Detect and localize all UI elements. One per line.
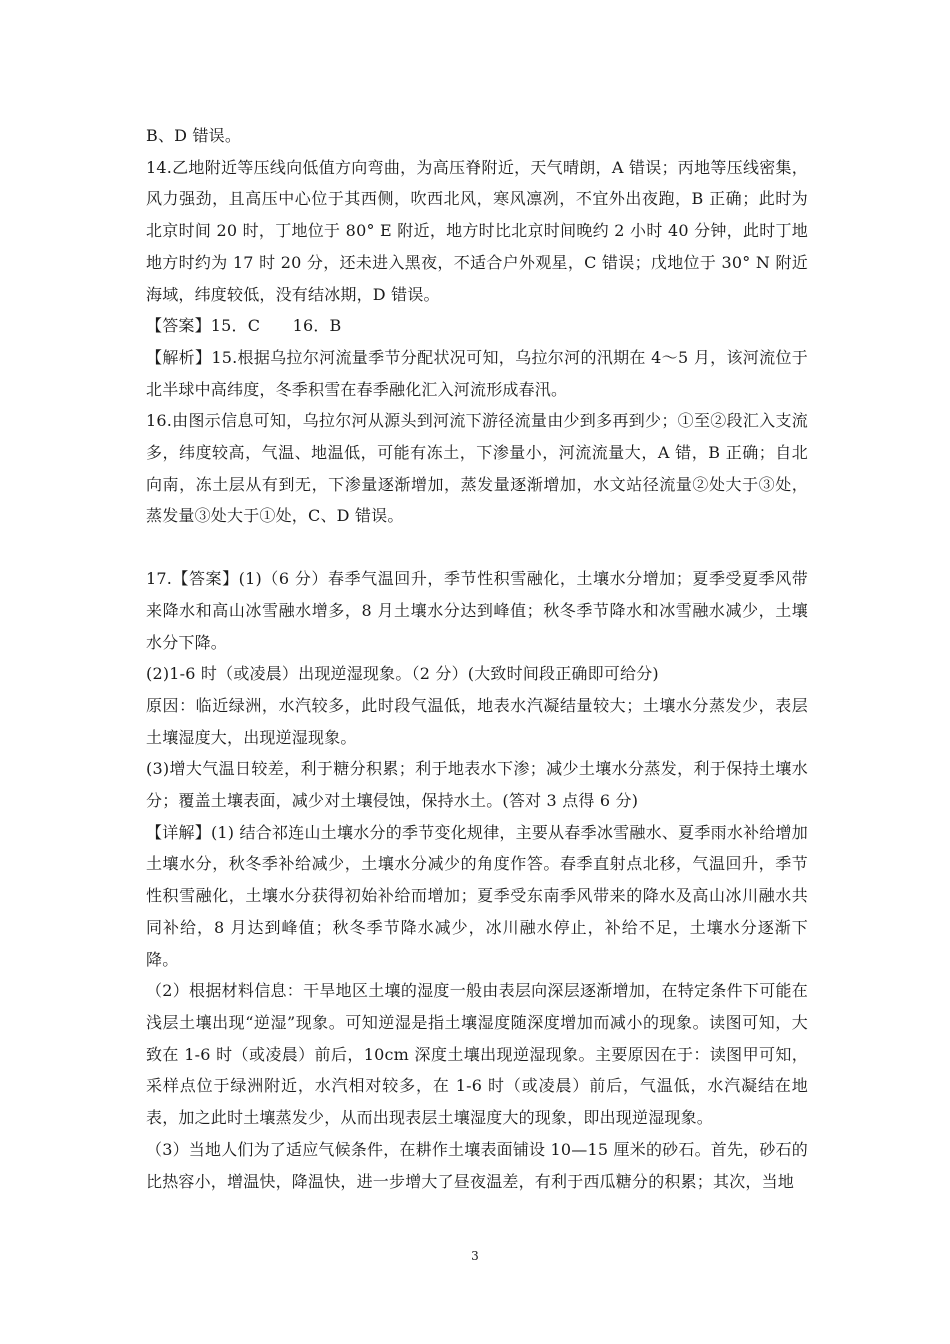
paragraph-gap <box>146 532 808 563</box>
paragraph-q15-16-answer: 【答案】15．C 16．B <box>146 316 342 336</box>
paragraph-q15-analysis: 【解析】15.根据乌拉尔河流量季节分配状况可知，乌拉尔河的汛期在 4～5 月，该河流位于北半球中高纬度，冬季积雪在春季融化汇入河流形成春汛。 <box>146 347 808 399</box>
paragraph-q17-answer-2: (2)1-6 时（或凌晨）出现逆湿现象。（2 分）(大致时间段正确即可给分) <box>146 664 659 684</box>
paragraph-q14-analysis: 14.乙地附近等压线向低值方向弯曲，为高压脊附近，天气晴朗，A 错误；丙地等压线密集，风力强劲，且高压中心位于其西侧，吹西北风，寒风凛冽，不宜外出夜跑，B 正确；此时为北京时间 20 时，丁地位于 80° E 附近，地方时比北京时间晚约 2 小时 40 分钟，此时丁地地方时约为 17 时 20 分，还未进入黑夜，不适合户外观星，C 错误；戊地位于 30° N 附近海域，纬度较低，没有结冰期，D 错误。 <box>146 157 808 304</box>
paragraph-bd-wrong: B、D 错误。 <box>146 126 242 145</box>
paragraph-q17-answer-2-reason: 原因：临近绿洲，水汽较多，此时段气温低，地表水汽凝结量较大；土壤水分蒸发少，表层土壤湿度大，出现逆湿现象。 <box>146 695 808 747</box>
paragraph-q17-answer-1: 17.【答案】(1)（6 分）春季气温回升，季节性积雪融化，土壤水分增加；夏季受夏季风带来降水和高山冰雪融水增多，8 月土壤水分达到峰值；秋冬季节降水和冰雪融水减少，土壤水分下降。 <box>146 569 808 652</box>
paragraph-q17-detail-1: 【详解】(1) 结合祁连山土壤水分的季节变化规律，主要从春季冰雪融水、夏季雨水补给增加土壤水分，秋冬季补给减少，土壤水分减少的角度作答。春季直射点北移，气温回升，季节性积雪融化，土壤水分获得初始补给而增加；夏季受东南季风带来的降水及高山冰川融水共同补给，8 月达到峰值；秋冬季节降水减少，冰川融水停止，补给不足，土壤水分逐渐下降。 <box>146 822 808 969</box>
paragraph-q16-analysis: 16.由图示信息可知，乌拉尔河从源头到河流下游径流量由少到多再到少；①至②段汇入支流多，纬度较高，气温、地温低，可能有冻土，下渗量小，河流流量大，A 错，B 正确；自北向南，冻土层从有到无，下渗量逐渐增加，蒸发量逐渐增加，水文站径流量②处大于③处，蒸发量③处大于①处，C、D 错误。 <box>146 411 808 526</box>
answer-content <box>146 120 808 1197</box>
paragraph-q17-detail-2: （2）根据材料信息：干旱地区土壤的湿度一般由表层向深层逐渐增加，在特定条件下可能在浅层土壤出现“逆湿”现象。可知逆湿是指土壤湿度随深度增加而减小的现象。读图可知，大致在 1-6 时（或凌晨）前后，10cm 深度土壤出现逆湿现象。主要原因在于：读图甲可知，采样点位于绿洲附近，水汽相对较多，在 1-6 时（或凌晨）前后，气温低，水汽凝结在地表，加之此时土壤蒸发少，从而出现表层土壤湿度大的现象，即出现逆湿现象。 <box>146 981 808 1128</box>
paragraph-q17-detail-3: （3）当地人们为了适应气候条件，在耕作土壤表面铺设 10—15 厘米的砂石。首先，砂石的比热容小，增温快，降温快，进一步增大了昼夜温差，有利于西瓜糖分的积累；其次，当地 <box>146 1139 808 1191</box>
page-number: 3 <box>471 1249 479 1263</box>
paragraph-q17-answer-3: (3)增大气温日较差，利于糖分积累；利于地表水下渗；减少土壤水分蒸发，利于保持土壤水分；覆盖土壤表面，减少对土壤侵蚀，保持水土。(答对 3 点得 6 分) <box>146 759 808 811</box>
